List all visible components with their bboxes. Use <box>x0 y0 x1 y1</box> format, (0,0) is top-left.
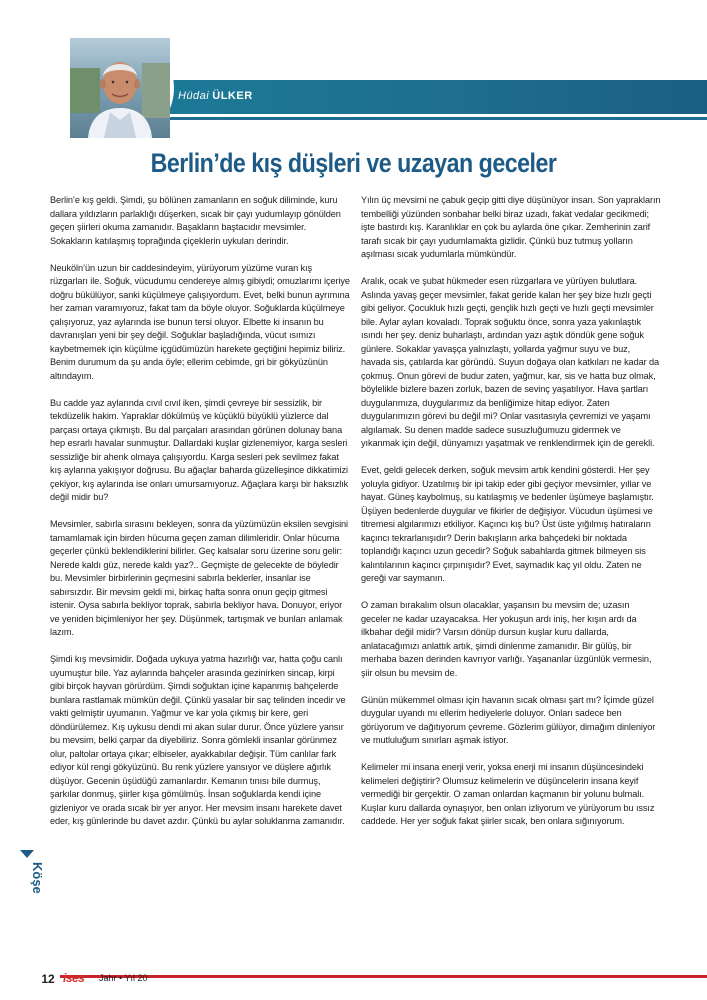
author-first-name: Hüdai <box>178 90 210 102</box>
author-avatar <box>66 34 174 142</box>
author-name <box>178 90 253 102</box>
author-banner <box>80 80 707 114</box>
article-title: Berlin’de kış düşleri ve uzayan geceler <box>150 148 557 178</box>
paragraph: Mevsimler, sabırla sırasını bekleyen, sonra da yüzümüzün eksilen sevgisini tamamlamak için birden hücuma geçen zaman dilimleridir. Onlar hücuma geçerler çünkü beklendiklerini bilirler. Geç kalsalar soru üzerine soru gelir: Nerede kaldı güz, nerede kaldı yaz?.. Geçmişte de gelecekte de böyledir bu. Mevsimler birbirlerinin geçmesini sabırla beklerler, insanlar ise sabırsızdır. Bir mevsim geldi mi, birkaç hafta sonra onun geçip gitmesi istenir. Oysa sabırla bekliyor toprak, sabırla bekliyor hava. Donuyor, eriyor ve yeniden biçimleniyor her şey. Düşünmek, tartışmak ve bunları anlamak lazım. <box>50 519 348 637</box>
author-photo <box>70 38 170 138</box>
paragraph: Berlin’e kış geldi. Şimdi, şu bölünen zamanların en soğuk diliminde, kuru dallara yıldızların parlaklığı düşerken, sıcak bir çayı yudumlayıp gönülden geçen şiirleri okuma zamanıdır. Başakların baştacıdır mevsimler. Sokakların katılaşmış toprağında çiçeklerin uykuları derindir. <box>50 195 341 246</box>
paragraph: Neuköln’ün uzun bir caddesindeyim, yürüyorum yüzüme vuran kış rüzgarları ile. Soğuk, vücudumu cendereye almış gibiydi; omuzlarımı içeriye doğru bükülüyor, sanki küçülmeye çalışıyordum. Evet, belki bunun ayrımına her zaman varamıyoruz, fakat tam da böyle oluyor. Soğuklarda küçülmeye çalışıyoruz, yaz aylarında ise bunun tersi oluyor. Elbette ki insanın bu davranışları yeni bir şey değil. Soğuklar başladığında, vücut ısımızı kaybetmemek için küçülme içgüdümüzün harekete geçtiğini hepimiz biliriz. Benim durumum da şu anda öyle; ellerim cebimde, gri bir gökyüzünün altındayım. <box>50 262 350 381</box>
page-number: 12 <box>41 972 55 986</box>
section-label <box>12 848 45 908</box>
right-column <box>361 194 661 842</box>
paragraph: Günün mükemmel olması için havanın sıcak olması şart mı? İçimde güzel duygular uyandı mı ellerim hediyelerle doluyor. Onları sadece ben görüyorum ve dağıtıyorum çevreme. Gözlerim gülüyor, dimağım dinleniyor ve mutluluğum sınırları aşmak istiyor. <box>361 694 656 745</box>
paragraph: O zaman bırakalım olsun olacaklar, yaşansın bu mevsim de; uzasın geceler ne kadar uzayacaksa. Her yokuşun ardı iniş, her kışın ardı da ilkbahar değil midir? Varsın dönüp dursun kuşlar kuru dallarda, anlatacağımızı anlattık artık, şimdi dinlenme zamanıdır. Bir gülüş, bir merhaba bazen derinden kavrıyor varlığı. Yaşananlar üzgünlük vermesin, şiir olsun bu mevsim de. <box>361 600 652 678</box>
paragraph: Kelimeler mi insana enerji verir, yoksa enerji mi insanın düşüncesindeki kelimeleri değiştirir? Olumsuz kelimelerin ve düşüncelerin insana keyif vermediği bir gerçektir. O zaman onlardan kaçmanın bir yolunu bulmalı. Kuşlar kuru dallarda oynaşıyor, ben onları izliyorum ve yürüyorum bu ıssız caddede. Her yer soğuk fakat şiirler sıcak, ben onlara sığınıyorum. <box>361 762 655 826</box>
magazine-logo: ises <box>63 971 85 985</box>
paragraph: Yılın üç mevsimi ne çabuk geçip gitti diye düşünüyor insan. Son yaprakların tembelliği yüzünden sonbahar belki biraz uzadı, fakat vedalar gecikmedi; işte bastırdı kış. Karanlıklar en çok bu aylarda öne çıkar. Zemherinin zarif tarafı sıcak bir çayı yudumlamakta gizlidir. Çünkü buz tutmuş yolların aşılması sıcak yudumlarla mümkündür. <box>361 195 661 259</box>
paragraph: Bu cadde yaz aylarında cıvıl cıvıl iken, şimdi çevreye bir sessizlik, bir tekdüzelik hakim. Yapraklar dökülmüş ve küçüklü büyüklü yüzlerce dal parçası ortaya çıkmıştı. Bu dal parçaları arasından görünen dolunay bana hep esrarlı havalar sunmuştur. Dallardaki kuşlar gizlenemiyor, karga sesleri sessizliğe bir ahenk olmaya çalışıyordu. Karga sesleri pek sevilmez fakat kış aylarına yakışıyor doğrusu. Bu ağaçlar baharda güzelleşince dikkatimizi çekiyor, kış aylarında ise onları umursamıyoruz. Ağaçlara karşı bir haksızlık değil midir bu? <box>50 397 349 502</box>
issue-label: Jahr • Yıl 20 <box>99 973 148 983</box>
author-last-name: ÜLKER <box>212 90 253 102</box>
section-label-text: Köşe <box>30 862 45 894</box>
paragraph: Şimdi kış mevsimidir. Doğada uykuya yatma hazırlığı var, hatta çoğu canlı uyumuştur bile. Yaz aylarında bahçeler arasında gezinirken sincap, kirpi gibi birçok hayvan görürdüm. Şimdi soğuktan içine kapanmış bahçelerde bunlara rastlamak mümkün değil. Çünkü yasalar bir saç telinden incedir ve vakti gelmiştir uyumanın. Yağmur ve kar yola çıkmış bir kere, geri döndürülemez. Kış uykusu dendi mi akan sular durur. Önce yüzlere yansır bu mevsim, belki çarpar da diyebiliriz. Sonra gömlekli insanlar görünmez olur, paltolar ortaya çıkar; elbiseler, ayakkabılar değişir. Tüm canlılar fark ediyor kül rengi gökyüzünü. Bu renk yüzlere yansıyor ve düşlere ağırlık düşüyor. Gecenin üşüdüğü zamanlardır. Kemanın tınısı bile durmuş, şarkılar donmuş, şiirler kışa gömülmüş. İnsan soğuklarda kendi içine gizleniyor ve orada sıcak bir yer arıyor. Her mevsim insanı harekete davet eder, kış günlerinde bu davet azdır. Çünkü bu aylar soluklanma zamanıdır. <box>50 654 346 826</box>
chevron-down-icon <box>20 850 34 858</box>
left-column <box>50 194 350 842</box>
paragraph: Aralık, ocak ve şubat hükmeder esen rüzgarlara ve yürüyen bulutlara. Aslında yavaş geçer mevsimler, fakat geride kalan her şey bize hızlı geçti gibi geliyor. Çocukluk hızlı geçti, gençlik hızlı geçti ve hızlı geçti mevsimler bile. Aylar ayları kovaladı. Toprak soğuktu önce, sonra yaza yakınlaştık ısındı her şey. deniz buharlaştı, ardından yazı aştık döndük gene soğuk günlere. Sokaklar yavaşça yalnızlaştı, yollarda yağmur suyu ve buz, havada sis, çatılarda kar göründü. Suyun doğaya olan katkıları ne kadar da çokmuş. Onun görevi de budur zaten, yağmur, kar, sis ve hatta buz olmak, böylelikle bizlere bazen zorluk, bazen de sevinç yaşatılıyor. Hava şartları duygularımıza, duygularımız da benliğimize hitap ediyor. Zaten duygularımızın görevi bu değil mi? Onlar vasıtasıyla çevremizi ve yaşamı algılamak. Su denen madde sadece susuzluğumuzu gidermek ve yıkanmak için değil, dünyamızı yaşatmak ve renklendirmek için de gerekli. <box>361 276 660 448</box>
paragraph: Evet, geldi gelecek derken, soğuk mevsim artık kendini gösterdi. Her şey yoluyla gidiyor. Uzatılmış bir ipi takip eder gibi geçiyor mevsimler, yıllar ve hayat. Güneş kaybolmuş, su katılaşmış ve bedenler üşümeye başlamıştır. Üşüyen bedenlerde duygular ve fikirler de değişiyor. Vücudun üşümesi ve titremesi algılarımızı etkiliyor. Kaçıncı kış bu? Üst üste yığılmış hatıraların kaçıncı tekrarlanışıdır? Derin bakışların arka bahçedeki bir noktada toplandığı kaçıncı uzun gecedir? Soğuk sabahlarda gitmek bilmeyen sis kalıntılarının kaçıncı çırpınışıdır? Evet, saymadık kaç yıl oldu. Zaten ne gereği var saymanın. <box>361 465 654 583</box>
page-footer <box>0 963 707 1000</box>
